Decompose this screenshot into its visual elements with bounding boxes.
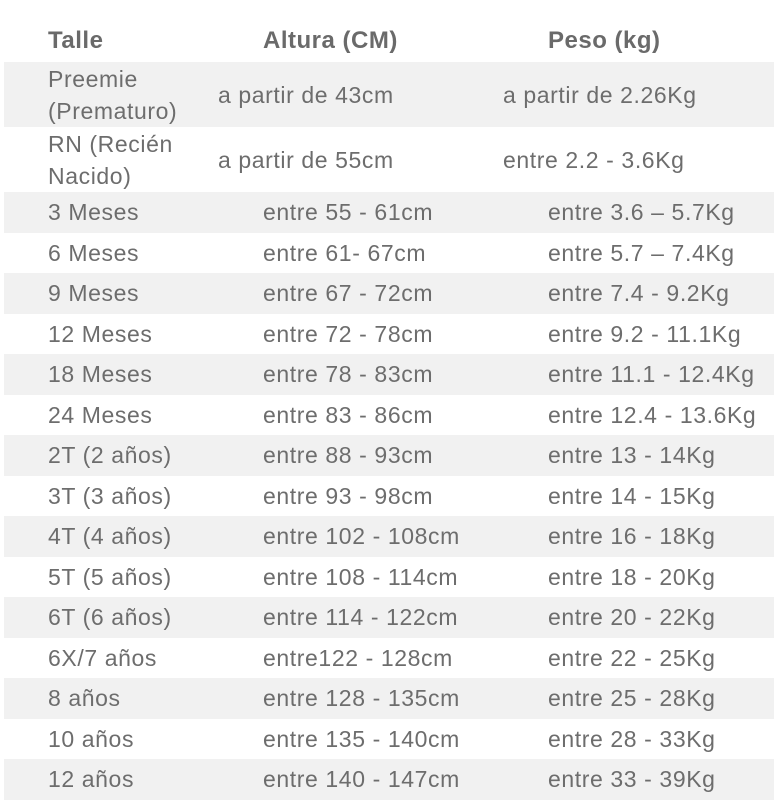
cell-altura: entre 72 - 78cm <box>263 320 434 347</box>
cell-altura: entre122 - 128cm <box>263 644 453 671</box>
cell-altura: entre 102 - 108cm <box>263 523 460 550</box>
cell-altura: entre 55 - 61cm <box>263 199 434 226</box>
cell-altura: entre 128 - 135cm <box>263 685 460 712</box>
cell-altura: entre 140 - 147cm <box>263 766 460 793</box>
cell-altura: entre 108 - 114cm <box>263 563 459 590</box>
cell-altura: entre 114 - 122cm <box>263 604 459 631</box>
cell-peso: entre 18 - 20Kg <box>548 563 716 590</box>
cell-peso: entre 14 - 15Kg <box>548 482 716 509</box>
cell-peso: entre 25 - 28Kg <box>548 685 716 712</box>
cell-altura: entre 61- 67cm <box>263 239 427 266</box>
header-peso: Peso (kg) <box>548 27 661 54</box>
table-row <box>4 233 774 274</box>
cell-peso: entre 33 - 39Kg <box>548 766 716 793</box>
table-row <box>4 127 774 192</box>
cell-altura: entre 78 - 83cm <box>263 361 434 388</box>
cell-talle: 18 Meses <box>48 361 153 388</box>
table-row <box>4 62 774 127</box>
cell-peso: entre 28 - 33Kg <box>548 725 716 752</box>
table-row <box>4 719 774 760</box>
table-row <box>4 759 774 800</box>
table-row <box>4 597 774 638</box>
table-row <box>4 354 774 395</box>
cell-peso: entre 22 - 25Kg <box>548 644 716 671</box>
cell-talle: 8 años <box>48 685 121 712</box>
cell-talle: 6 Meses <box>48 239 140 266</box>
cell-altura: a partir de 55cm <box>218 146 394 173</box>
table-row <box>4 678 774 719</box>
cell-peso: entre 7.4 - 9.2Kg <box>548 280 730 307</box>
table-row <box>4 192 774 233</box>
cell-talle: 3T (3 años) <box>48 482 172 509</box>
cell-talle: 3 Meses <box>48 199 140 226</box>
cell-peso: a partir de 2.26Kg <box>503 81 697 108</box>
header-altura: Altura (CM) <box>263 27 398 54</box>
table-header-row <box>4 20 774 62</box>
cell-peso: entre 16 - 18Kg <box>548 523 716 550</box>
table-row <box>4 314 774 355</box>
cell-talle: 9 Meses <box>48 280 140 307</box>
cell-peso: entre 20 - 22Kg <box>548 604 716 631</box>
table-row <box>4 638 774 679</box>
cell-talle: 6X/7 años <box>48 644 157 671</box>
table-row <box>4 557 774 598</box>
cell-talle: 6T (6 años) <box>48 604 172 631</box>
cell-talle: 5T (5 años) <box>48 563 172 590</box>
cell-peso: entre 13 - 14Kg <box>548 442 716 469</box>
table-row <box>4 395 774 436</box>
cell-altura: entre 135 - 140cm <box>263 725 460 752</box>
table-row <box>4 476 774 517</box>
cell-talle: Preemie (Prematuro) <box>48 65 178 124</box>
cell-peso: entre 5.7 – 7.4Kg <box>548 239 735 266</box>
cell-peso: entre 11.1 - 12.4Kg <box>548 361 755 388</box>
cell-altura: a partir de 43cm <box>218 81 394 108</box>
table-row <box>4 516 774 557</box>
table-row <box>4 435 774 476</box>
cell-peso: entre 3.6 – 5.7Kg <box>548 199 735 226</box>
cell-talle: 24 Meses <box>48 401 153 428</box>
cell-altura: entre 88 - 93cm <box>263 442 434 469</box>
cell-talle: 4T (4 años) <box>48 523 172 550</box>
cell-altura: entre 67 - 72cm <box>263 280 434 307</box>
cell-talle: 2T (2 años) <box>48 442 172 469</box>
cell-altura: entre 93 - 98cm <box>263 482 434 509</box>
cell-altura: entre 83 - 86cm <box>263 401 434 428</box>
cell-peso: entre 2.2 - 3.6Kg <box>503 146 685 173</box>
cell-peso: entre 9.2 - 11.1Kg <box>548 320 742 347</box>
cell-talle: 12 años <box>48 766 135 793</box>
cell-talle: 12 Meses <box>48 320 153 347</box>
cell-talle: RN (Recién Nacido) <box>48 130 173 189</box>
size-chart-table <box>4 20 774 800</box>
table-row <box>4 273 774 314</box>
header-talle: Talle <box>48 27 104 54</box>
cell-talle: 10 años <box>48 725 135 752</box>
cell-peso: entre 12.4 - 13.6Kg <box>548 401 757 428</box>
